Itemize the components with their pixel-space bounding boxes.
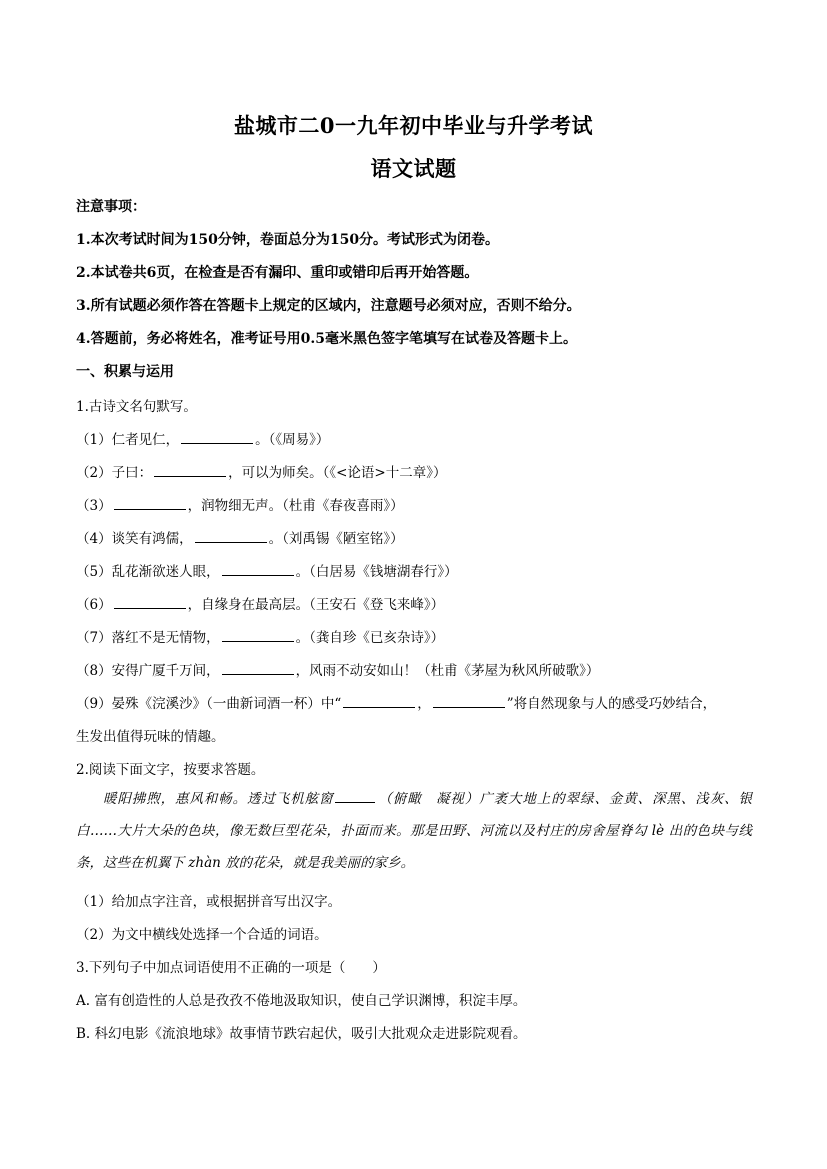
- q1-item-4: （4）谈笑有鸿儒， 。（刘禹锡《陋室铭》）: [76, 531, 404, 547]
- answer-blank[interactable]: [343, 694, 415, 708]
- q1-item-7: （7）落红不是无情物， 。（龚自珍《已亥杂诗》）: [76, 630, 445, 646]
- q1-item-9: （9）晏殊《浣溪沙》（一曲新词酒一杯）中“ ， ”将自然现象与人的感受巧妙结合，: [76, 696, 717, 712]
- q1-item-6: （6） ，自缘身在最高层。（王安石《登飞来峰》）: [76, 597, 445, 613]
- answer-blank[interactable]: [114, 496, 186, 510]
- question-1-stem: 1.古诗文名句默写。: [76, 399, 197, 415]
- q1-item-2: （2）子曰： ，可以为师矣。（《<论语>十二章》）: [76, 465, 447, 481]
- answer-blank[interactable]: [154, 463, 226, 477]
- question-2-stem: 2.阅读下面文字，按要求答题。: [76, 762, 265, 778]
- notice-item-2: 2.本试卷共6页，在检查是否有漏印、重印或错印后再开始答题。: [76, 265, 479, 281]
- answer-blank[interactable]: [222, 661, 294, 675]
- q2-subquestion-2: （2）为文中横线处选择一个合适的词语。: [76, 927, 328, 943]
- answer-blank[interactable]: [114, 595, 186, 609]
- notice-heading: 注意事项：: [76, 199, 146, 215]
- q1-item-3: （3） ，润物细无声。（杜甫《春夜喜雨》）: [76, 498, 404, 514]
- q2-passage: 暖阳拂煦，惠风和畅。透过飞机舷窗 （俯瞰 凝视）广袤大地上的翠绿、金黄、深黑、浅灰、银白……大片大朵的色块，像无数巨型花朵，扑面而来。那是田野、河流以及村庄的房舍屋脊勾 lè 出的色块与线条，这些在机翼下 zhàn 放的花朵，就是我美丽的家乡。: [76, 791, 753, 871]
- q1-item-1: （1）仁者见仁， 。（《周易》）: [76, 432, 330, 448]
- section-heading: 一、积累与运用: [76, 364, 174, 380]
- q1-item-5: （5）乱花渐欲迷人眼， 。（白居易《钱塘湖春行》）: [76, 564, 458, 580]
- notice-item-3: 3.所有试题必须作答在答题卡上规定的区域内，注意题号必须对应，否则不给分。: [76, 298, 581, 314]
- notice-item-1: 1.本次考试时间为150分钟，卷面总分为150分。考试形式为闭卷。: [76, 232, 500, 248]
- exam-title: 盐城市二0一九年初中毕业与升学考试: [233, 113, 594, 138]
- q1-item-9-continued: 生发出值得玩味的情趣。: [76, 729, 225, 745]
- question-3-stem: 3.下列句子中加点词语使用不正确的一项是（ ）: [76, 960, 386, 976]
- q3-option-a[interactable]: A. 富有创造性的人总是孜孜不倦地汲取知识，使自己学识渊博，积淀丰厚。: [76, 993, 527, 1009]
- answer-blank[interactable]: [222, 628, 294, 642]
- answer-blank[interactable]: [195, 529, 267, 543]
- answer-blank[interactable]: [335, 789, 375, 803]
- answer-blank[interactable]: [222, 562, 294, 576]
- q3-option-b[interactable]: B. 科幻电影《流浪地球》故事情节跌宕起伏，吸引大批观众走进影院观看。: [76, 1026, 527, 1042]
- exam-subtitle: 语文试题: [370, 156, 457, 181]
- q1-item-8: （8）安得广厦千万间， ，风雨不动安如山！（杜甫《茅屋为秋风所破歌》）: [76, 663, 600, 679]
- notice-item-4: 4.答题前，务必将姓名，准考证号用0.5毫米黑色签字笔填写在试卷及答题卡上。: [76, 331, 577, 347]
- answer-blank[interactable]: [181, 430, 253, 444]
- q2-subquestion-1: （1）给加点字注音，或根据拼音写出汉字。: [76, 894, 342, 910]
- answer-blank[interactable]: [433, 694, 505, 708]
